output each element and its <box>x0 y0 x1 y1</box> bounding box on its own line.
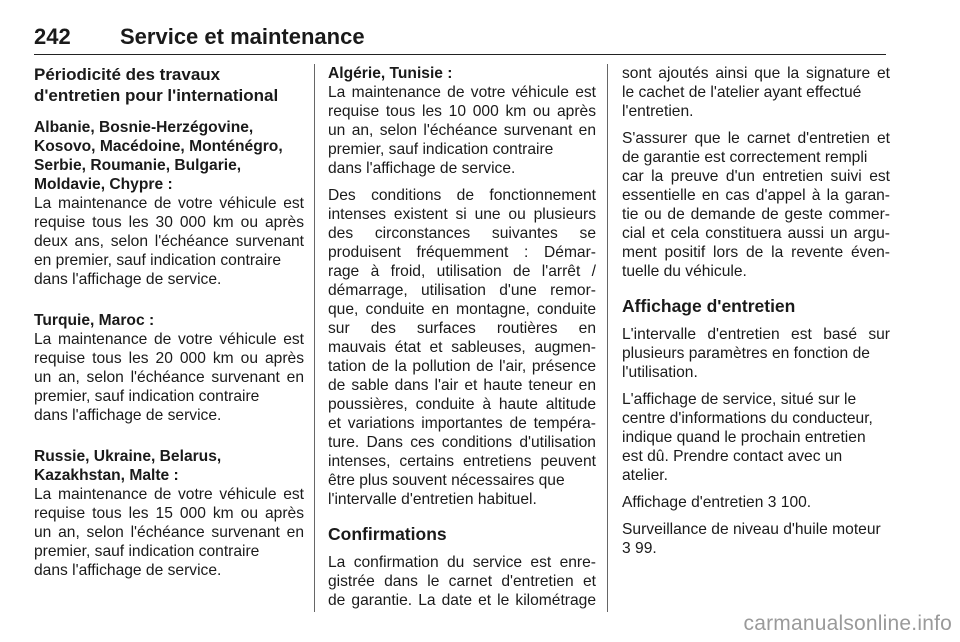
paragraph: sont ajoutés ainsi que la signature et le cachet de l'atelier ayant effectué l'entretien. <box>622 65 890 120</box>
group-title: Albanie, Bosnie-Herzégovine, Kosovo, Macédoine, Monténégro, Serbie, Roumanie, Bulgarie, Moldavie, Chypre : <box>34 119 283 193</box>
paragraph-intense-conditions: Des conditions de fonctionnement intenses existent si une ou plusieurs des circonstances suivantes se produisent fréquemment : Démar- rage à froid, utilisation de l'arrêt / démarrage, utilisation d'une remor- que, conduite en montagne, conduite sur des surfaces routières en mauvais état et sableuses, augmen- tation de la pollution de l'air, présence de sable dans l'air et haute teneur en poussières, conduite à haute altitude et variations importantes de tempéra- ture. Dans ces conditions d'utilisation intenses, certains entretiens peuvent être plus souvent nécessaires que l'intervalle d'entretien habituel. <box>328 187 596 508</box>
group-title: Turquie, Maroc : <box>34 312 155 329</box>
page-reference-arrow-icon: 3 <box>767 494 777 511</box>
paragraph: S'assurer que le carnet d'entretien et de garantie est correctement rempli car la preuve d'un entretien suivi est essentielle en cas d'appel à la garan- tie ou de demande de geste commer- cial et cela constituera aussi un argu- ment positif lors de la revente éven- tuelle du véhicule. <box>622 130 890 280</box>
group-russia <box>34 447 304 580</box>
watermark: carmanualsonline.info <box>743 612 952 635</box>
heading-international-intervals: Périodicité des travaux d'entretien pour l'international <box>34 65 279 105</box>
reference-text: Affichage d'entretien <box>622 494 764 511</box>
paragraph: L'affichage de service, situé sur le centre d'informations du conducteur, indique quand le prochain entretien est dû. Prendre contact avec un atelier. <box>622 391 873 484</box>
column-2 <box>328 64 596 618</box>
group-balkans <box>34 118 304 289</box>
paragraph: La maintenance de votre véhicule est requise tous les 10 000 km ou après un an, selon l'échéance survenant en premier, sauf indication contraire dans l'affichage de service. <box>328 84 596 177</box>
reference-text: Surveillance de niveau d'huile moteur <box>622 521 881 538</box>
paragraph: La confirmation du service est enre- gistrée dans le carnet d'entretien et de garantie. La date et le kilométrage <box>328 554 596 609</box>
column-1 <box>34 64 304 588</box>
group-turkey-morocco <box>34 311 304 425</box>
cross-reference[interactable] <box>622 520 890 558</box>
reference-page: 99. <box>635 540 657 557</box>
group-title-algeria-tunisia: Algérie, Tunisie : <box>328 65 453 82</box>
reference-page: 100. <box>780 494 812 511</box>
page-header <box>34 20 886 55</box>
group-body: La maintenance de votre véhicule est requise tous les 15 000 km ou après un an, selon l'échéance survenant en premier, sauf indication contraire dans l'affichage de service. <box>34 486 304 579</box>
column-3 <box>622 64 890 566</box>
group-title: Russie, Ukraine, Belarus, Kazakhstan, Malte : <box>34 448 222 484</box>
page-reference-arrow-icon: 3 <box>622 540 631 557</box>
heading-confirmations: Confirmations <box>328 524 447 544</box>
group-body: La maintenance de votre véhicule est requise tous les 20 000 km ou après un an, selon l'échéance survenant en premier, sauf indication contraire dans l'affichage de service. <box>34 331 304 424</box>
page-number: 242 <box>34 24 71 49</box>
cross-reference[interactable] <box>622 493 890 512</box>
paragraph: L'intervalle d'entretien est basé sur plusieurs paramètres en fonction de l'utilisation. <box>622 326 890 381</box>
group-body: La maintenance de votre véhicule est requise tous les 30 000 km ou après deux ans, selon l'échéance survenant en premier, sauf indication contraire dans l'affichage de service. <box>34 195 304 288</box>
column-divider <box>607 64 608 612</box>
heading-maintenance-display: Affichage d'entretien <box>622 296 796 316</box>
column-divider <box>314 64 315 612</box>
section-title: Service et maintenance <box>120 24 365 49</box>
